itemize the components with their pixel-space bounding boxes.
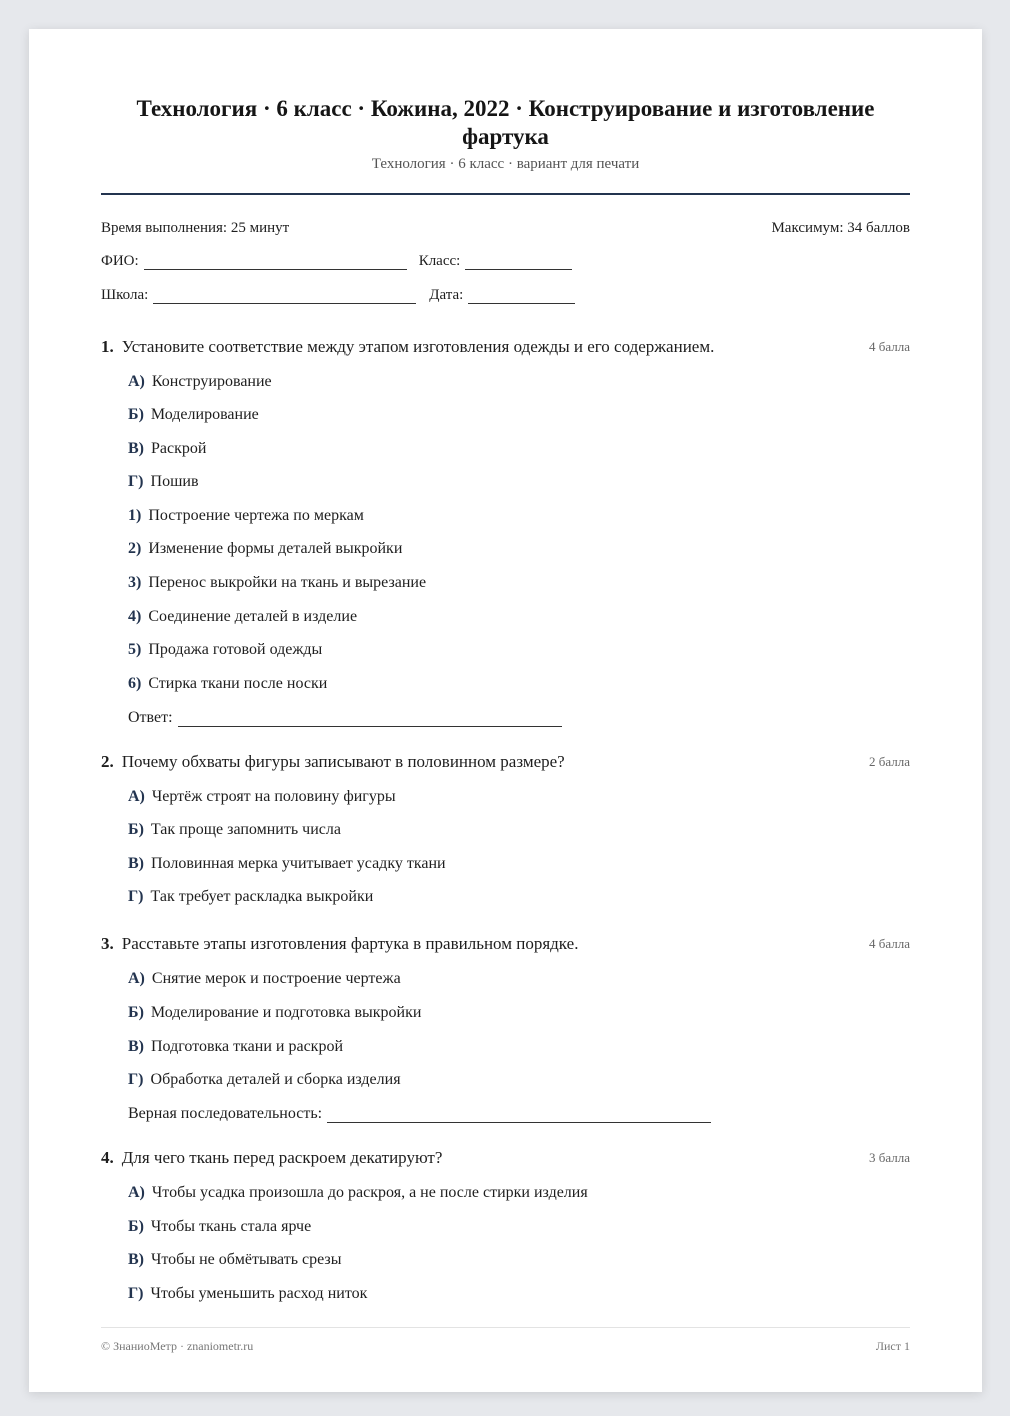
answer-row	[128, 709, 562, 727]
option-text: Моделирование и подготовка выкройки	[150, 1004, 422, 1021]
option-b[interactable]	[128, 1218, 311, 1236]
name-class-row	[101, 253, 910, 270]
class-label: Класс:	[418, 253, 461, 269]
option-text: Обработка деталей и сборка изделия	[150, 1071, 401, 1088]
page-subtitle: Технология · 6 класс · вариант для печати	[371, 156, 640, 172]
question-2	[101, 752, 910, 905]
option-label: 6)	[128, 675, 142, 692]
question-3	[101, 934, 910, 1122]
option-text: Чтобы ткань стала ярче	[150, 1218, 312, 1235]
option-text: Изменение формы деталей выкройки	[148, 540, 403, 557]
option-label: В)	[128, 1038, 144, 1055]
question-points: 4 балла	[869, 936, 910, 951]
meta-block	[101, 220, 910, 237]
option-b[interactable]	[128, 1004, 421, 1022]
page-header	[101, 95, 910, 173]
class-field[interactable]	[465, 255, 572, 270]
option-label: 2)	[128, 540, 142, 557]
page-number: Лист 1	[875, 1339, 910, 1353]
option-3[interactable]	[128, 574, 426, 592]
option-a[interactable]	[128, 373, 272, 391]
option-text: Снятие мерок и построение чертежа	[151, 970, 401, 987]
option-text: Стирка ткани после носки	[148, 675, 328, 692]
question-3-text-row	[101, 934, 578, 954]
option-label: Б)	[128, 821, 144, 838]
answer-field[interactable]	[178, 710, 562, 727]
question-points: 4 балла	[869, 339, 910, 354]
option-text: Чтобы уменьшить расход ниток	[150, 1285, 368, 1302]
option-1[interactable]	[128, 507, 364, 525]
option-v[interactable]	[128, 1251, 341, 1269]
option-b[interactable]	[128, 821, 341, 839]
school-field[interactable]	[153, 289, 416, 304]
answer-label: Верная последовательность:	[128, 1105, 323, 1122]
option-text: Продажа готовой одежды	[148, 641, 323, 658]
time-limit: Время выполнения: 25 минут	[101, 220, 290, 236]
answer-label: Ответ:	[128, 709, 173, 726]
option-label: 3)	[128, 574, 142, 591]
option-a[interactable]	[128, 788, 396, 806]
school-date-row	[101, 287, 910, 304]
option-4[interactable]	[128, 608, 357, 626]
option-v[interactable]	[128, 440, 206, 458]
option-label: В)	[128, 855, 144, 872]
answer-field[interactable]	[327, 1106, 711, 1123]
question-points: 2 балла	[869, 754, 910, 769]
option-label: А)	[128, 970, 145, 987]
school-label: Школа:	[101, 287, 149, 303]
question-points: 3 балла	[869, 1150, 910, 1165]
option-v[interactable]	[128, 1038, 343, 1056]
option-text: Перенос выкройки на ткань и вырезание	[148, 574, 427, 591]
option-text: Построение чертежа по меркам	[148, 507, 364, 524]
option-label: А)	[128, 373, 145, 390]
option-text: Пошив	[150, 473, 199, 490]
option-text: Подготовка ткани и раскрой	[151, 1038, 344, 1055]
option-label: Г)	[128, 888, 144, 905]
option-5[interactable]	[128, 641, 322, 659]
option-label: 1)	[128, 507, 142, 524]
footer-copyright: © ЗнаниоМетр · znaniometr.ru	[101, 1339, 254, 1353]
option-text: Моделирование	[150, 406, 259, 423]
option-label: Г)	[128, 1285, 144, 1302]
option-text: Так проще запомнить числа	[150, 821, 341, 838]
question-number: 3.	[101, 934, 114, 953]
answer-row	[128, 1105, 711, 1123]
option-text: Чтобы усадка произошла до раскроя, а не после стирки изделия	[151, 1184, 588, 1201]
option-text: Чтобы не обмётывать срезы	[151, 1251, 342, 1268]
option-text: Так требует раскладка выкройки	[150, 888, 374, 905]
question-text: Расставьте этапы изготовления фартука в правильном порядке.	[121, 934, 579, 953]
question-number: 2.	[101, 752, 114, 771]
question-number: 4.	[101, 1148, 114, 1167]
option-2[interactable]	[128, 540, 402, 558]
page-title: Технология · 6 класс · Кожина, 2022 · Конструирование и изготовление фартука	[136, 96, 875, 149]
option-label: А)	[128, 1184, 145, 1201]
option-b[interactable]	[128, 406, 259, 424]
question-1-text-row	[101, 337, 714, 357]
question-4-text-row	[101, 1148, 442, 1168]
option-6[interactable]	[128, 675, 327, 693]
question-number: 1.	[101, 337, 114, 356]
option-label: В)	[128, 1251, 144, 1268]
option-label: Б)	[128, 406, 144, 423]
option-text: Соединение деталей в изделие	[148, 608, 358, 625]
option-text: Чертёж строят на половину фигуры	[151, 788, 396, 805]
option-label: А)	[128, 788, 145, 805]
option-v[interactable]	[128, 855, 446, 873]
option-g[interactable]	[128, 1071, 401, 1089]
option-label: 5)	[128, 641, 142, 658]
option-label: Б)	[128, 1004, 144, 1021]
option-g[interactable]	[128, 888, 373, 906]
option-label: Г)	[128, 473, 144, 490]
date-label: Дата:	[429, 287, 464, 303]
option-a[interactable]	[128, 1184, 588, 1202]
option-text: Половинная мерка учитывает усадку ткани	[151, 855, 446, 872]
header-divider	[101, 193, 910, 195]
option-a[interactable]	[128, 970, 401, 988]
question-2-text-row	[101, 752, 565, 772]
option-label: 4)	[128, 608, 142, 625]
fio-field[interactable]	[144, 255, 407, 270]
worksheet-page	[29, 29, 982, 1392]
question-text: Для чего ткань перед раскроем декатируют?	[121, 1148, 443, 1167]
footer-divider	[101, 1327, 910, 1328]
option-label: Г)	[128, 1071, 144, 1088]
question-1	[101, 337, 910, 726]
option-text: Конструирование	[151, 373, 272, 390]
date-field[interactable]	[468, 289, 575, 304]
question-text: Установите соответствие между этапом изготовления одежды и его содержанием.	[121, 337, 715, 356]
option-label: Б)	[128, 1218, 144, 1235]
option-label: В)	[128, 440, 144, 457]
question-text: Почему обхваты фигуры записывают в половинном размере?	[121, 752, 565, 771]
option-text: Раскрой	[151, 440, 207, 457]
option-g[interactable]	[128, 1285, 367, 1303]
max-score: Максимум: 34 баллов	[771, 220, 910, 236]
page-footer	[101, 1339, 910, 1354]
question-4	[101, 1148, 910, 1302]
option-g[interactable]	[128, 473, 199, 491]
fio-label: ФИО:	[101, 253, 139, 269]
